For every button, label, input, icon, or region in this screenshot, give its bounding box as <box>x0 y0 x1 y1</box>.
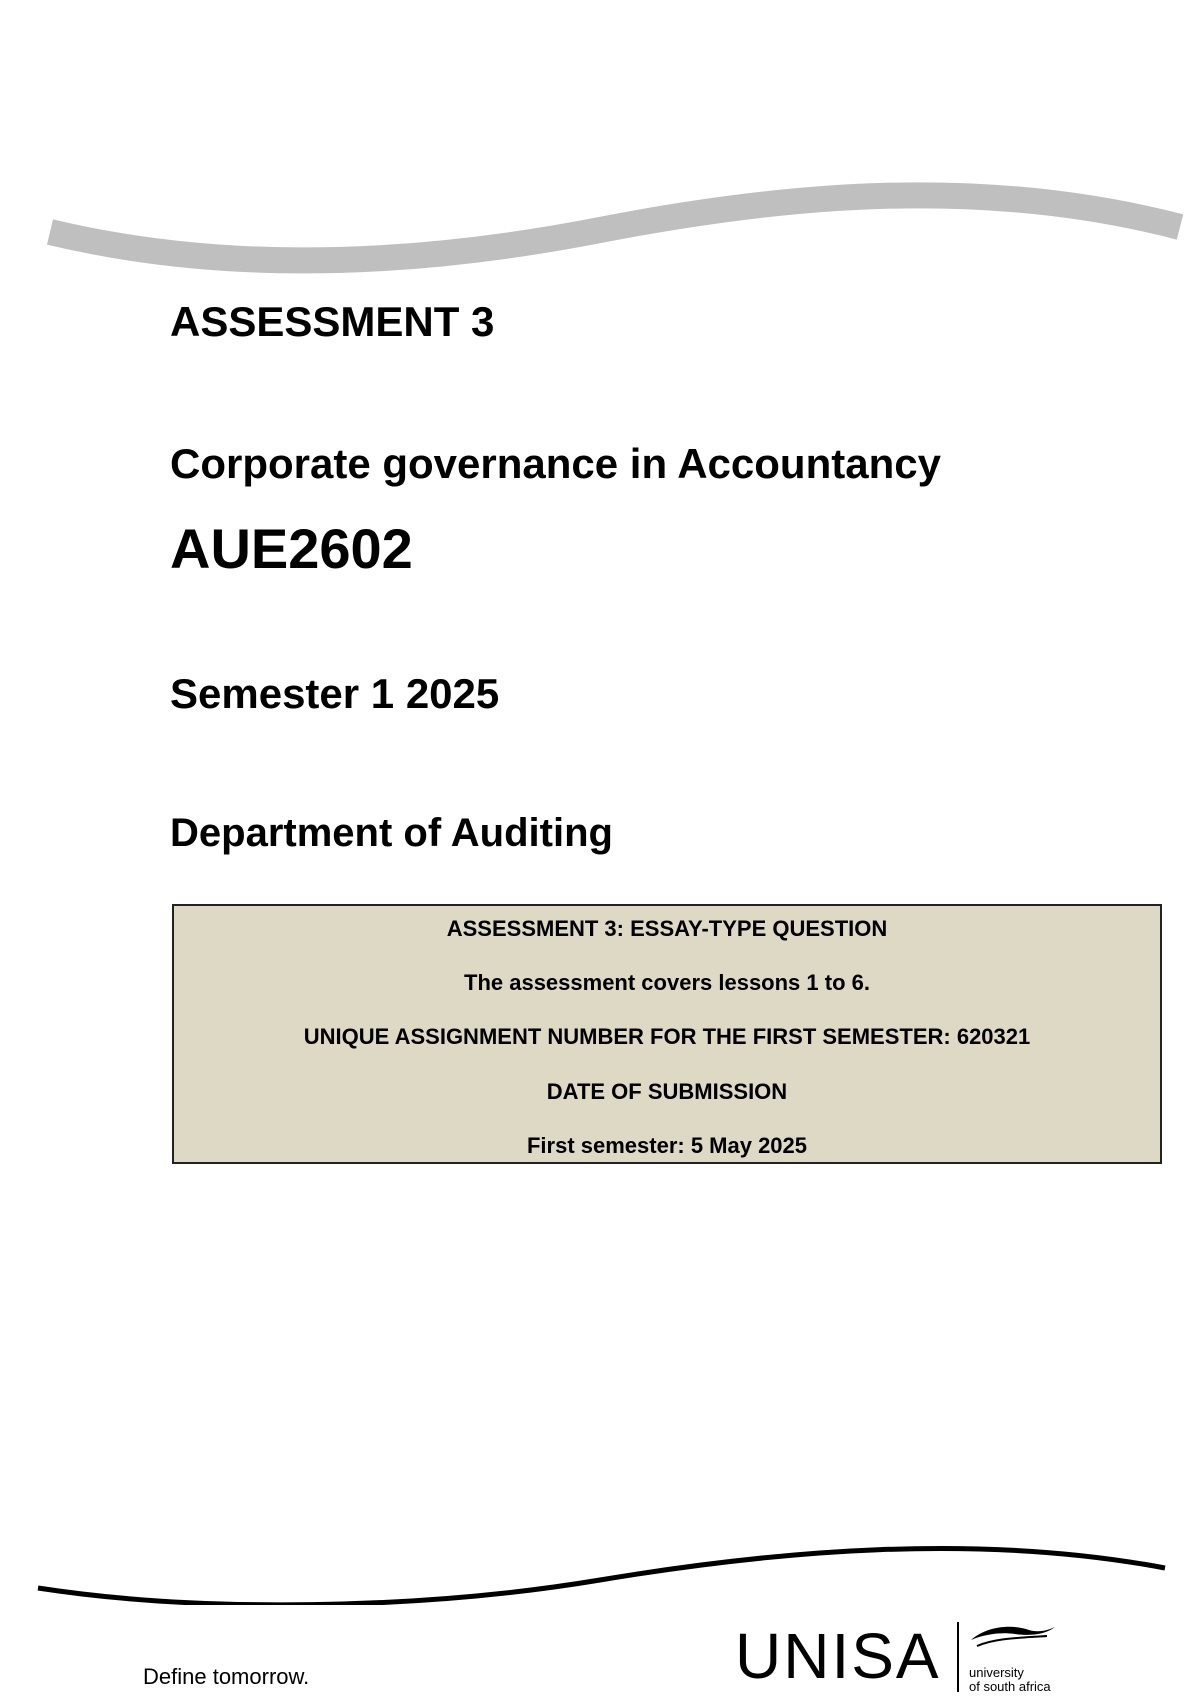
unisa-logo-text: UNISA <box>735 1620 941 1692</box>
logo-subtext-university: university <box>969 1665 1024 1680</box>
unisa-emblem-icon <box>967 1622 1057 1652</box>
top-wave-decoration <box>0 180 1200 300</box>
info-assessment-type: ASSESSMENT 3: ESSAY-TYPE QUESTION <box>446 916 888 941</box>
info-unique-assignment-number: UNIQUE ASSIGNMENT NUMBER FOR THE FIRST SEMESTER: 620321 <box>303 1024 1031 1049</box>
course-code: AUE2602 <box>170 517 413 580</box>
department-label: Department of Auditing <box>170 811 613 855</box>
unisa-logo <box>735 1620 1065 1696</box>
info-submission-date: First semester: 5 May 2025 <box>526 1133 808 1158</box>
course-name: Corporate governance in Accountancy <box>170 440 941 487</box>
footer-tagline: Define tomorrow. <box>143 1664 310 1689</box>
assessment-title: ASSESSMENT 3 <box>170 298 495 345</box>
assessment-info-box <box>172 904 1162 1164</box>
info-lessons-covered: The assessment covers lessons 1 to 6. <box>464 970 870 995</box>
info-submission-heading: DATE OF SUBMISSION <box>546 1079 788 1104</box>
logo-divider <box>957 1622 959 1692</box>
logo-subtext-south-africa: of south africa <box>969 1679 1051 1694</box>
bottom-wave-decoration <box>0 1535 1200 1605</box>
semester-label: Semester 1 2025 <box>170 670 500 717</box>
